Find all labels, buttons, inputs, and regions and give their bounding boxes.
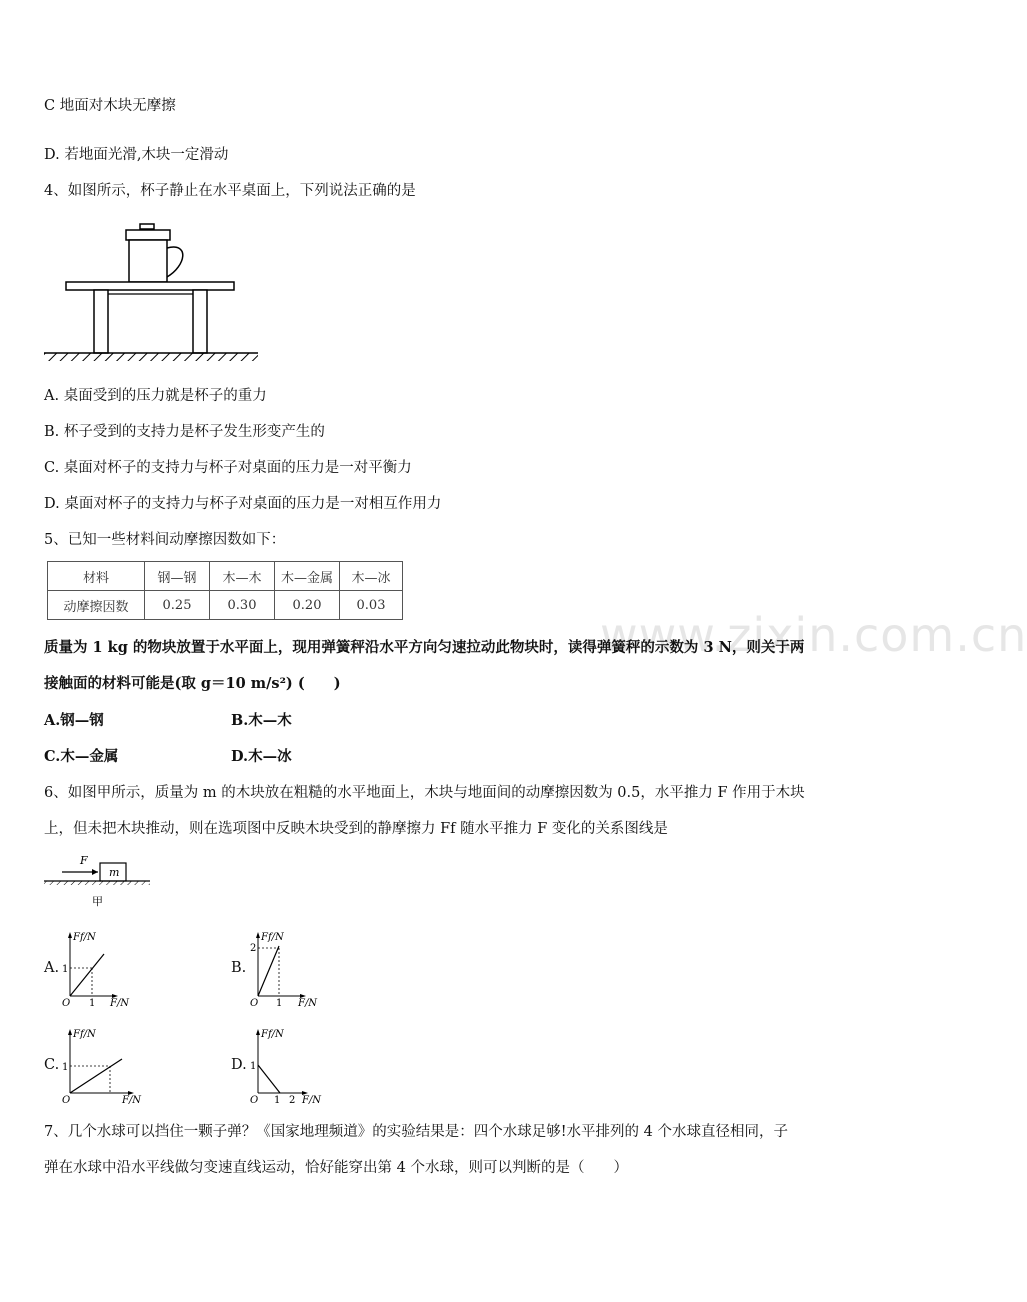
x-axis-label: F/N	[302, 1095, 322, 1106]
y-axis-label: Ff/N	[261, 932, 284, 943]
q5-stem: 5、已知一些材料间动摩擦因数如下：	[44, 532, 286, 548]
q7-line1: 7、几个水球可以挡住一颗子弹？《国家地理频道》的实验结果是：四个水球足够!水平排列的 4 个水球直径相同，子	[44, 1124, 788, 1140]
table-cell: 动摩擦因数	[48, 591, 145, 620]
table-cell: 0.03	[340, 591, 403, 620]
q6-option-a-label: A.	[44, 960, 60, 976]
graph-c	[58, 1025, 148, 1105]
origin-label: O	[62, 1095, 71, 1106]
q7-line2: 弹在水球中沿水平线做匀变速直线运动，恰好能穿出第 4 个水球，则可以判断的是（ ）	[44, 1160, 628, 1176]
y-axis-label: Ff/N	[261, 1029, 284, 1040]
table-header-cell: 木—冰	[340, 562, 403, 591]
q5-option-c: C.木—金属	[44, 748, 119, 765]
table-header-cell: 材料	[48, 562, 145, 591]
fig-caption: 甲	[92, 895, 103, 908]
x-axis-label: F/N	[298, 998, 318, 1009]
graph-a	[58, 928, 140, 1008]
table-header-cell: 钢—钢	[145, 562, 210, 591]
y-tick: 1	[250, 1061, 257, 1072]
table-header-cell: 木—金属	[275, 562, 340, 591]
y-axis-label: Ff/N	[73, 1029, 96, 1040]
y-tick: 2	[250, 943, 257, 954]
table-header-cell: 木—木	[210, 562, 275, 591]
q6-option-b-label: B.	[231, 960, 247, 976]
q6-stem-line2: 上，但未把木块推动，则在选项图中反映木块受到的静摩擦力 Ff 随水平推力 F 变化的关系图线是	[44, 821, 668, 837]
table-header-row	[48, 562, 403, 591]
x-tick: 1	[276, 998, 283, 1009]
origin-label: O	[62, 998, 71, 1009]
q6-fig-jia	[40, 852, 155, 910]
x-tick: 1	[274, 1095, 281, 1106]
q4-option-c: C. 桌面对杯子的支持力与杯子对桌面的压力是一对平衡力	[44, 460, 412, 476]
q3-option-c: C 地面对木块无摩擦	[44, 98, 176, 114]
q5-option-a: A.钢—钢	[44, 712, 104, 729]
graph-d	[246, 1025, 336, 1105]
q6-option-d-label: D.	[231, 1057, 247, 1073]
friction-table	[47, 561, 403, 620]
table-cell: 0.20	[275, 591, 340, 620]
q6-option-c-label: C.	[44, 1057, 60, 1073]
x-axis-label: F/N	[122, 1095, 142, 1106]
graph-b	[246, 928, 328, 1008]
q4-stem: 4、如图所示，杯子静止在水平桌面上，下列说法正确的是	[44, 183, 416, 199]
q4-option-a: A. 桌面受到的压力就是杯子的重力	[44, 388, 267, 404]
q3-option-d: D. 若地面光滑,木块一定滑动	[44, 147, 229, 163]
q6-stem-line1: 6、如图甲所示，质量为 m 的木块放在粗糙的水平地面上，木块与地面间的动摩擦因数为 0.5，水平推力 F 作用于木块	[44, 785, 805, 801]
y-axis-label: Ff/N	[73, 932, 96, 943]
x-tick: 2	[289, 1095, 296, 1106]
q4-option-b: B. 杯子受到的支持力是杯子发生形变产生的	[44, 424, 325, 440]
q5-body-line2: 接触面的材料可能是(取 g＝10 m/s²) ( )	[44, 675, 341, 692]
y-tick: 1	[62, 1062, 69, 1073]
table-row	[48, 591, 403, 620]
cup-on-table-figure	[40, 222, 262, 367]
watermark: www.zixin.com.cn	[600, 608, 1027, 662]
x-tick: 1	[89, 998, 96, 1009]
x-axis-label: F/N	[110, 998, 130, 1009]
q5-option-b: B.木—木	[231, 712, 292, 729]
q5-option-d: D.木—冰	[231, 748, 292, 765]
origin-label: O	[250, 998, 259, 1009]
table-cell: 0.30	[210, 591, 275, 620]
q5-body-line1: 质量为 1 kg 的物块放置于水平面上，现用弹簧秤沿水平方向匀速拉动此物块时，读得弹簧秤的示数为 3 N，则关于两	[44, 639, 805, 656]
table-cell: 0.25	[145, 591, 210, 620]
origin-label: O	[250, 1095, 259, 1106]
q4-option-d: D. 桌面对杯子的支持力与杯子对桌面的压力是一对相互作用力	[44, 496, 442, 512]
mass-label: m	[109, 866, 120, 879]
y-tick: 1	[62, 964, 69, 975]
force-label: F	[80, 854, 88, 867]
